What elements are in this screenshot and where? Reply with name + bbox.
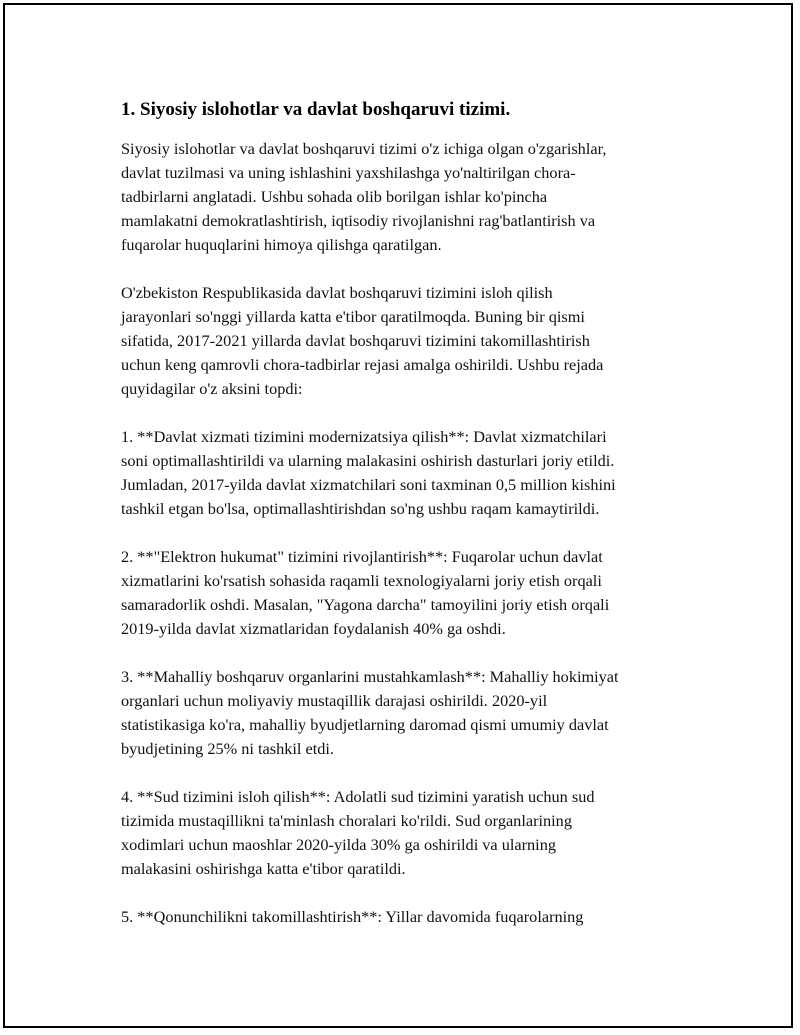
text-line: 2019-yilda davlat xizmatlaridan foydalanish 40% ga oshdi. bbox=[121, 619, 506, 638]
text-line: O'zbekiston Respublikasida davlat boshqaruvi tizimini isloh qilish bbox=[121, 283, 553, 302]
list-item-3 bbox=[121, 665, 701, 761]
text-line: tadbirlarni anglatadi. Ushbu sohada olib borilgan ishlar ko'pincha bbox=[121, 187, 548, 206]
text-line: quyidagilar o'z aksini topdi: bbox=[121, 379, 303, 398]
text-line: sifatida, 2017-2021 yillarda davlat boshqaruvi tizimini takomillashtirish bbox=[121, 331, 590, 350]
section-heading: 1. Siyosiy islohotlar va davlat boshqaruvi tizimi. bbox=[121, 99, 511, 120]
text-line: Jumladan, 2017-yilda davlat xizmatchilari soni taxminan 0,5 million kishini bbox=[121, 475, 616, 494]
text-line: statistikasiga ko'ra, mahalliy byudjetlarning daromad qismi umumiy davlat bbox=[121, 715, 609, 734]
page-frame bbox=[3, 3, 793, 1028]
text-line: davlat tuzilmasi va uning ishlashini yaxshilashga yo'naltirilgan chora- bbox=[121, 163, 576, 182]
list-item-1 bbox=[121, 425, 701, 521]
list-item-2 bbox=[121, 545, 701, 641]
text-line: 2. **"Elektron hukumat" tizimini rivojlantirish**: Fuqarolar uchun davlat bbox=[121, 547, 603, 566]
text-line: 3. **Mahalliy boshqaruv organlarini mustahkamlash**: Mahalliy hokimiyat bbox=[121, 667, 619, 686]
text-line: xizmatlarini ko'rsatish sohasida raqamli texnologiyalarni joriy etish orqali bbox=[121, 571, 602, 590]
text-line: byudjetining 25% ni tashkil etdi. bbox=[121, 739, 334, 758]
text-line: mamlakatni demokratlashtirish, iqtisodiy rivojlanishni rag'batlantirish va bbox=[121, 211, 596, 230]
paragraph-intro bbox=[121, 137, 701, 257]
document-body bbox=[121, 97, 701, 953]
text-line: 1. **Davlat xizmati tizimini modernizatsiya qilish**: Davlat xizmatchilari bbox=[121, 427, 607, 446]
text-line: organlari uchun moliyaviy mustaqillik darajasi oshirildi. 2020-yil bbox=[121, 691, 548, 710]
text-line: fuqarolar huquqlarini himoya qilishga qaratilgan. bbox=[121, 235, 442, 254]
text-line: 4. **Sud tizimini isloh qilish**: Adolatli sud tizimini yaratish uchun sud bbox=[121, 787, 595, 806]
text-line: uchun keng qamrovli chora-tadbirlar rejasi amalga oshirildi. Ushbu rejada bbox=[121, 355, 604, 374]
list-item-4 bbox=[121, 785, 701, 881]
text-line: soni optimallashtirildi va ularning malakasini oshirish dasturlari joriy etildi. bbox=[121, 451, 615, 470]
text-line: 5. **Qonunchilikni takomillashtirish**: Yillar davomida fuqarolarning bbox=[121, 907, 584, 926]
text-line: Siyosiy islohotlar va davlat boshqaruvi tizimi o'z ichiga olgan o'zgarishlar, bbox=[121, 139, 607, 158]
text-line: tizimida mustaqillikni ta'minlash choralari ko'rildi. Sud organlarining bbox=[121, 811, 572, 830]
text-line: jarayonlari so'nggi yillarda katta e'tibor qaratilmoqda. Buning bir qismi bbox=[121, 307, 585, 326]
text-line: tashkil etgan bo'lsa, optimallashtirishdan so'ng ushbu raqam kamaytirildi. bbox=[121, 499, 600, 518]
text-line: xodimlari uchun maoshlar 2020-yilda 30% ga oshirildi va ularning bbox=[121, 835, 556, 854]
paragraph-reforms-context bbox=[121, 281, 701, 401]
text-line: malakasini oshirishga katta e'tibor qaratildi. bbox=[121, 859, 406, 878]
list-item-5 bbox=[121, 905, 701, 929]
text-line: samaradorlik oshdi. Masalan, "Yagona darcha" tamoyilini joriy etish orqali bbox=[121, 595, 610, 614]
